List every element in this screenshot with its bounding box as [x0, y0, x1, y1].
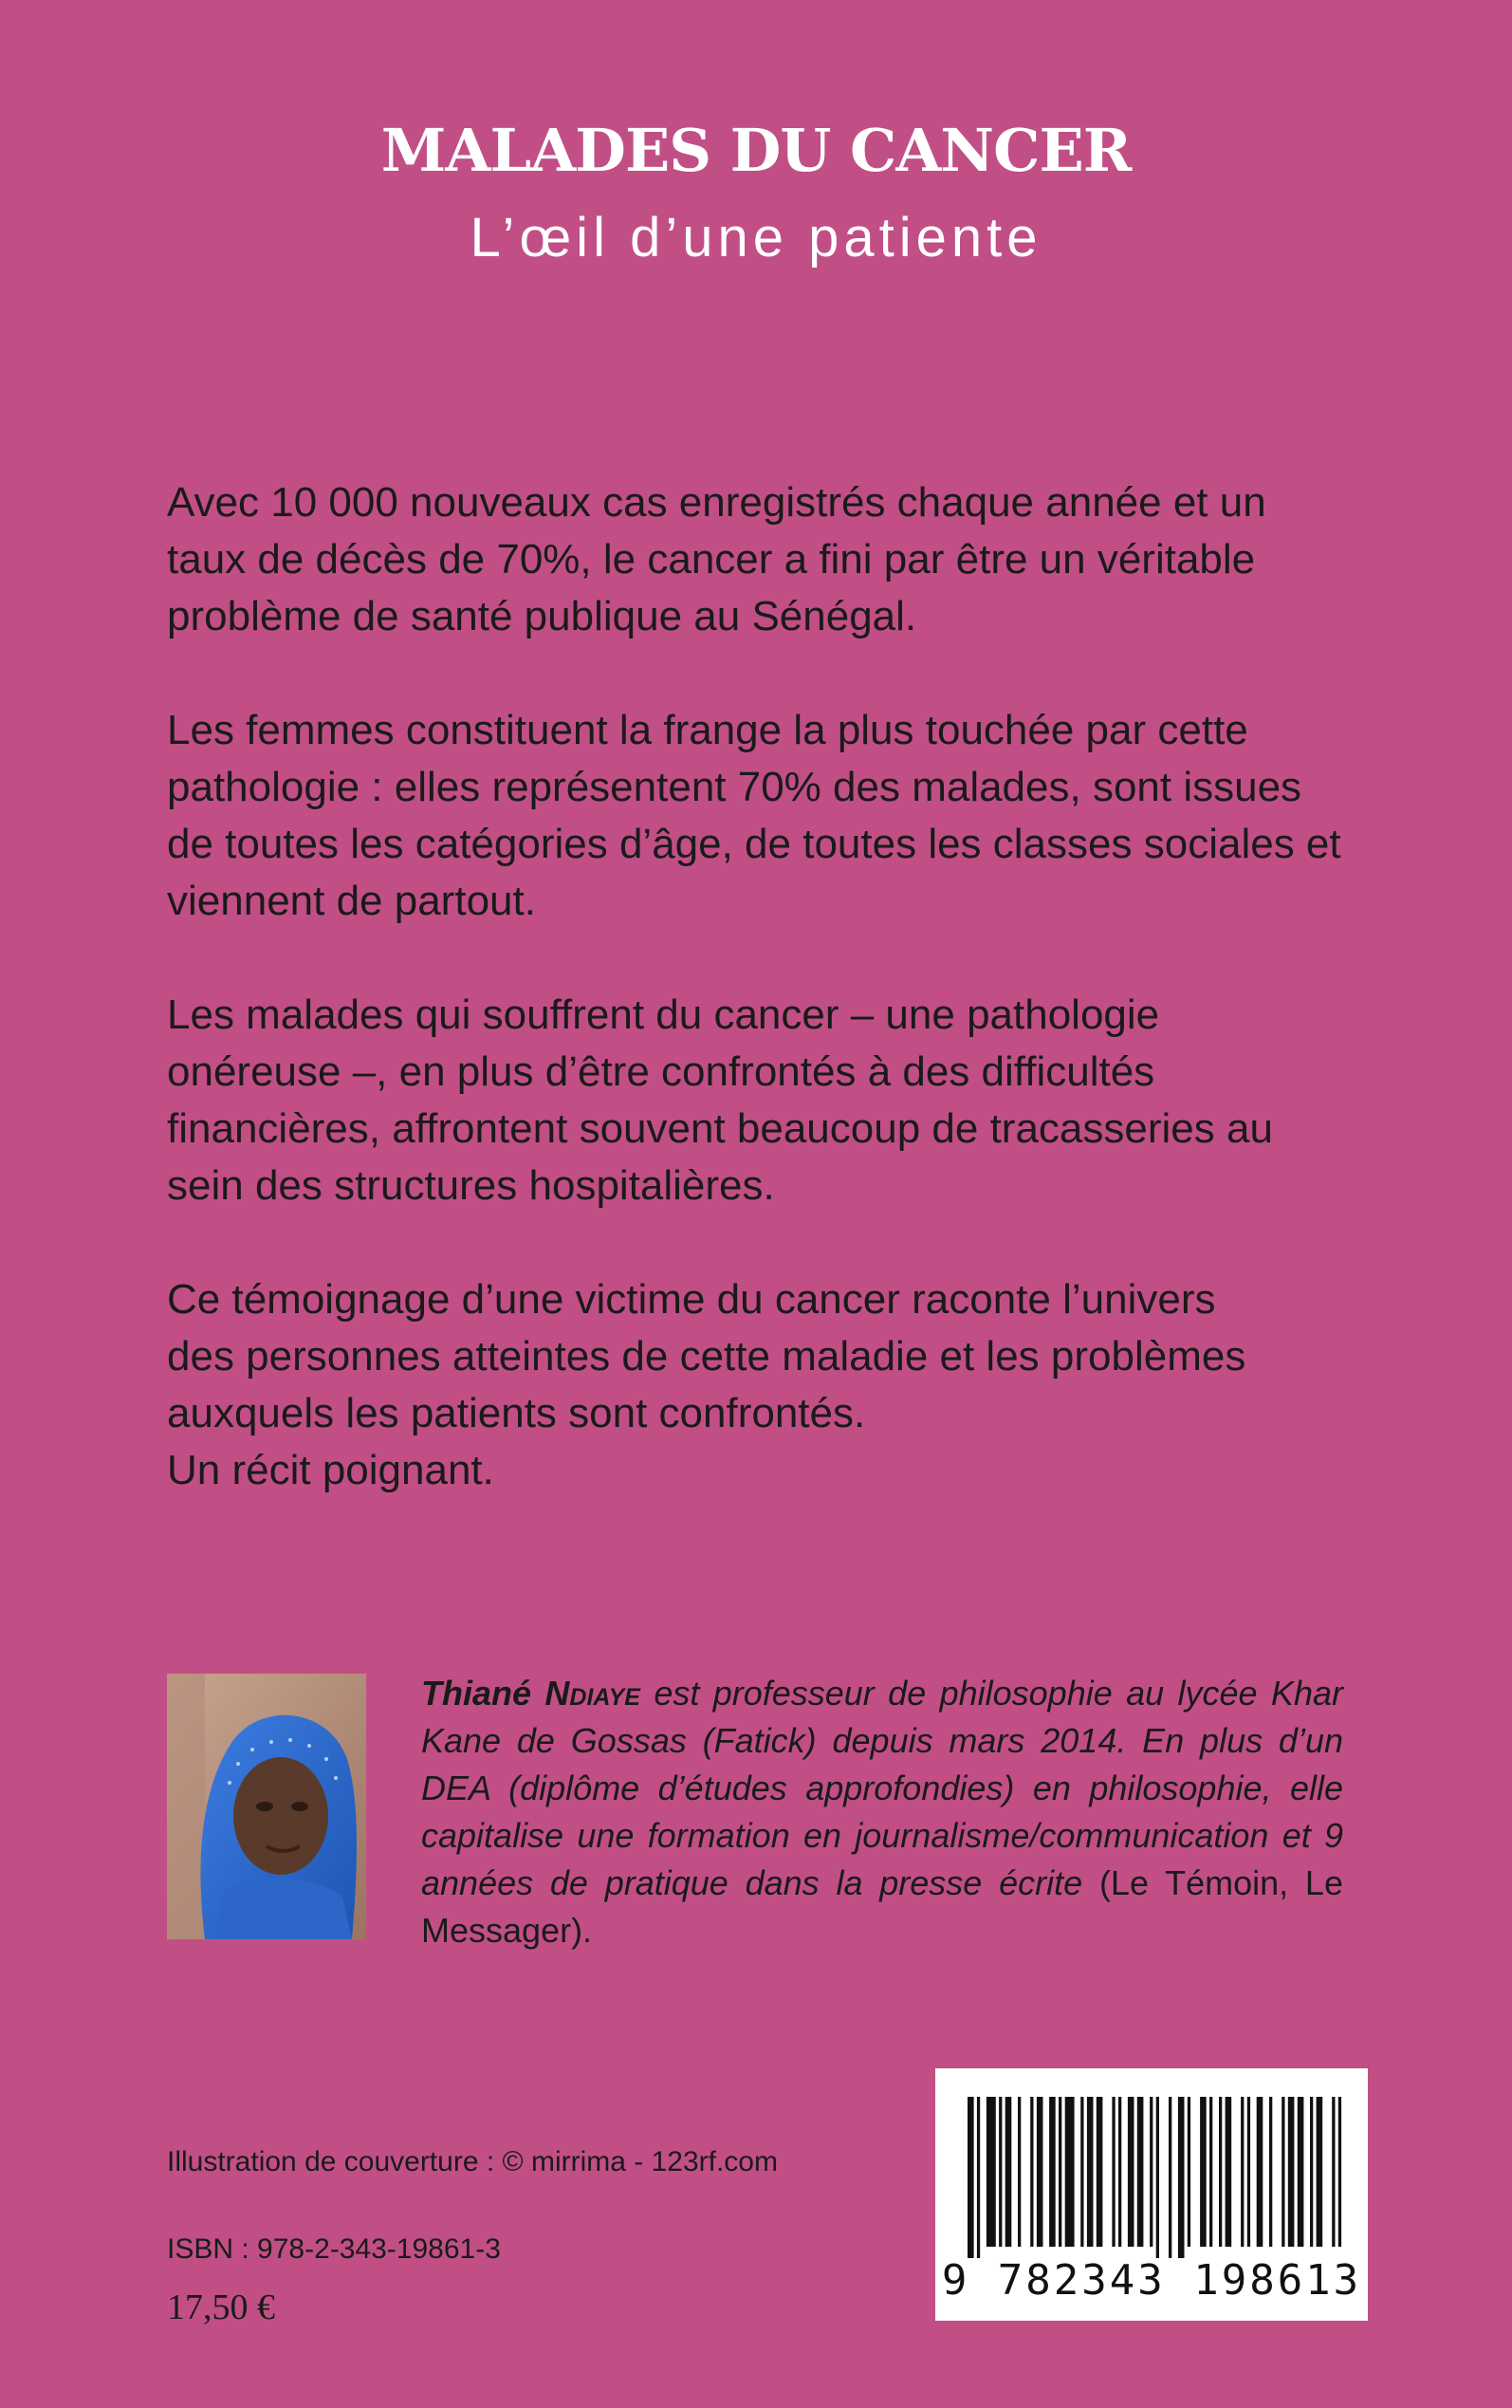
blurb [167, 474, 1343, 1499]
author-portrait-illustration [167, 1674, 366, 1939]
author-name [421, 1674, 640, 1713]
blurb-line: Ce témoignage d’une victime du cancer raconte l’univers [167, 1276, 1216, 1323]
barcode-bar [968, 2097, 974, 2258]
blurb-line: Un récit poignant. [167, 1447, 494, 1493]
blurb-line: onéreuse –, en plus d’être confrontés à des difficultés [167, 1048, 1155, 1095]
barcode-bar [1049, 2097, 1056, 2247]
barcode-bar [1150, 2097, 1152, 2247]
blurb-line: financières, affrontent souvent beaucoup de tracasseries au [167, 1105, 1273, 1152]
blurb-line: sein des structures hospitalières. [167, 1162, 775, 1209]
barcode-bar [1219, 2097, 1222, 2247]
barcode-bar [1257, 2097, 1263, 2247]
barcode-bar [1037, 2097, 1043, 2247]
barcode-bar [1087, 2097, 1094, 2247]
barcode-bar [1030, 2097, 1033, 2247]
barcode [935, 2068, 1368, 2321]
book-title: MALADES DU CANCER [380, 116, 1132, 185]
isbn: ISBN : 978-2-343-19861-3 [167, 2233, 501, 2265]
barcode-bar [1118, 2097, 1121, 2247]
blurb-paragraph-4 [167, 1271, 1343, 1499]
blurb-line: viennent de partout. [167, 878, 536, 924]
price: 17,50 € [167, 2288, 275, 2327]
author-bio-text: est professeur de philosophie au lycée Khar Kane de Gossas (Fatick) depuis mars 2014. En plus d’un DEA (diplôme d’études approfondies) en philosophie, elle capitalise une formation en journalisme/communication et 9 années de pratique dans la presse écrite [421, 1674, 1343, 1902]
author-first-name: Thiané [421, 1674, 532, 1713]
barcode-bar [1080, 2097, 1083, 2247]
barcode-bar [986, 2097, 996, 2247]
barcode-bar [1226, 2097, 1232, 2247]
author-bio [421, 1670, 1343, 1954]
barcode-bar [1247, 2097, 1250, 2247]
barcode-bar [1018, 2097, 1021, 2247]
barcode-bar [1282, 2097, 1284, 2247]
blurb-line: des personnes atteintes de cette maladie et les problèmes [167, 1333, 1246, 1380]
barcode-bar [1310, 2097, 1313, 2247]
barcode-bar [1156, 2097, 1159, 2258]
barcode-bar [1338, 2097, 1341, 2247]
barcode-bar [1169, 2097, 1171, 2258]
barcode-bar [1097, 2097, 1103, 2247]
barcode-bar [1298, 2097, 1304, 2247]
barcode-bar [1269, 2097, 1272, 2247]
author-photo [167, 1674, 366, 1939]
blurb-line: Les malades qui souffrent du cancer – une pathologie [167, 991, 1160, 1038]
blurb-line: Les femmes constituent la frange la plus touchée par cette [167, 707, 1248, 753]
barcode-bar [1178, 2097, 1185, 2258]
blurb-line: taux de décès de 70%, le cancer a fini par être un véritable [167, 536, 1256, 583]
barcode-bar [1332, 2097, 1335, 2247]
barcode-bar [999, 2097, 1002, 2247]
blurb-line: pathologie : elles représentent 70% des malades, sont issues [167, 764, 1302, 810]
barcode-bar [1188, 2097, 1190, 2247]
blurb-line: Avec 10 000 nouveaux cas enregistrés chaque année et un [167, 479, 1266, 526]
barcode-bar [1317, 2097, 1323, 2247]
blurb-paragraph-2 [167, 702, 1343, 930]
barcode-bar [1065, 2097, 1075, 2247]
barcode-bar [1059, 2097, 1061, 2247]
barcode-bar [1288, 2097, 1295, 2247]
barcode-bar [977, 2097, 980, 2258]
barcode-bar [1128, 2097, 1134, 2247]
barcode-bar [1005, 2097, 1012, 2247]
barcode-digits: 9 782343 198613 [941, 2256, 1362, 2305]
barcode-bar [1209, 2097, 1212, 2247]
blurb-paragraph-3 [167, 987, 1343, 1214]
barcode-bar [1241, 2097, 1244, 2247]
author-bio-publications: (Le Témoin, Le Messager). [421, 1863, 1343, 1950]
blurb-paragraph-1 [167, 474, 1343, 645]
barcode-bar [1112, 2097, 1115, 2247]
author-last-name: Ndiaye [544, 1674, 640, 1713]
blurb-line: de toutes les catégories d’âge, de toutes les classes sociales et [167, 821, 1341, 867]
blurb-line: auxquels les patients sont confrontés. [167, 1390, 866, 1436]
book-subtitle: L’œil d’une patiente [470, 207, 1042, 269]
cover-illustration-credit: Illustration de couverture : © mirrima - 123rf.com [167, 2146, 778, 2177]
blurb-line: problème de santé publique au Sénégal. [167, 593, 917, 639]
barcode-bar [1137, 2097, 1144, 2247]
barcode-bar [1200, 2097, 1207, 2247]
